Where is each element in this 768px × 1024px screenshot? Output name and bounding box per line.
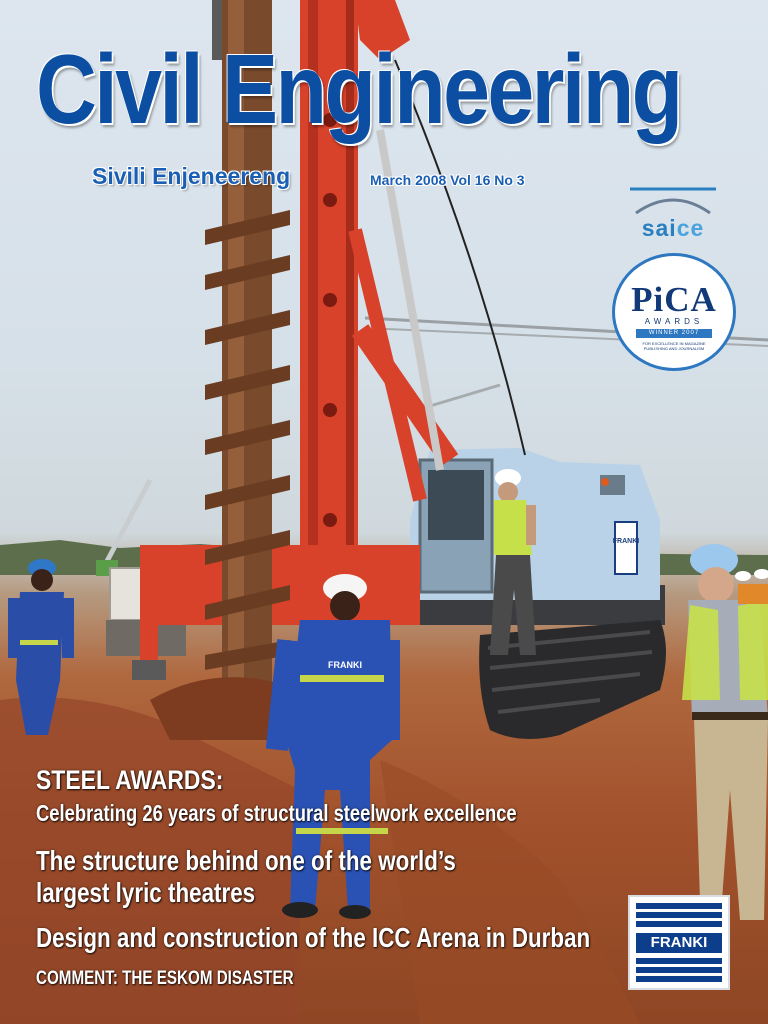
magazine-title: Civil Engineering bbox=[36, 34, 681, 144]
cover-line-steel-awards[interactable]: STEEL AWARDS: bbox=[36, 765, 224, 795]
cover-line-icc-arena[interactable]: Design and construction of the ICC Arena in Durban bbox=[36, 922, 591, 953]
worker-shirt-label: FRANKI bbox=[328, 660, 362, 670]
pica-tagline: FOR EXCELLENCE IN MAGAZINE PUBLISHING AND JOURNALISM bbox=[642, 341, 706, 351]
rig-brand-label: FRANKI bbox=[612, 538, 640, 545]
cover-line-comment[interactable]: COMMENT: THE ESKOM DISASTER bbox=[36, 968, 294, 989]
saice-wordmark-part1: sai bbox=[641, 215, 677, 241]
pica-awards-badge bbox=[612, 253, 736, 371]
issue-date: March 2008 Vol 16 No 3 bbox=[370, 172, 525, 188]
magazine-subtitle: Sivili Enjeneereng bbox=[92, 163, 291, 189]
franki-wordmark: FRANKI bbox=[636, 933, 722, 953]
franki-logo bbox=[628, 895, 730, 990]
pica-logo: PiCA bbox=[631, 280, 717, 319]
pica-winner-text: WINNER 2007 bbox=[636, 329, 712, 338]
saice-wordmark-part2: ce bbox=[676, 215, 705, 241]
cover-line-structure-2[interactable]: largest lyric theatres bbox=[36, 877, 256, 908]
saice-arc-icon bbox=[630, 185, 716, 217]
cover-line-steel-subtitle[interactable]: Celebrating 26 years of structural steelwork excellence bbox=[36, 800, 517, 826]
cover-line-structure-1[interactable]: The structure behind one of the world’s bbox=[36, 845, 456, 876]
pica-awards-text: AWARDS bbox=[644, 317, 704, 326]
saice-logo bbox=[630, 185, 716, 245]
